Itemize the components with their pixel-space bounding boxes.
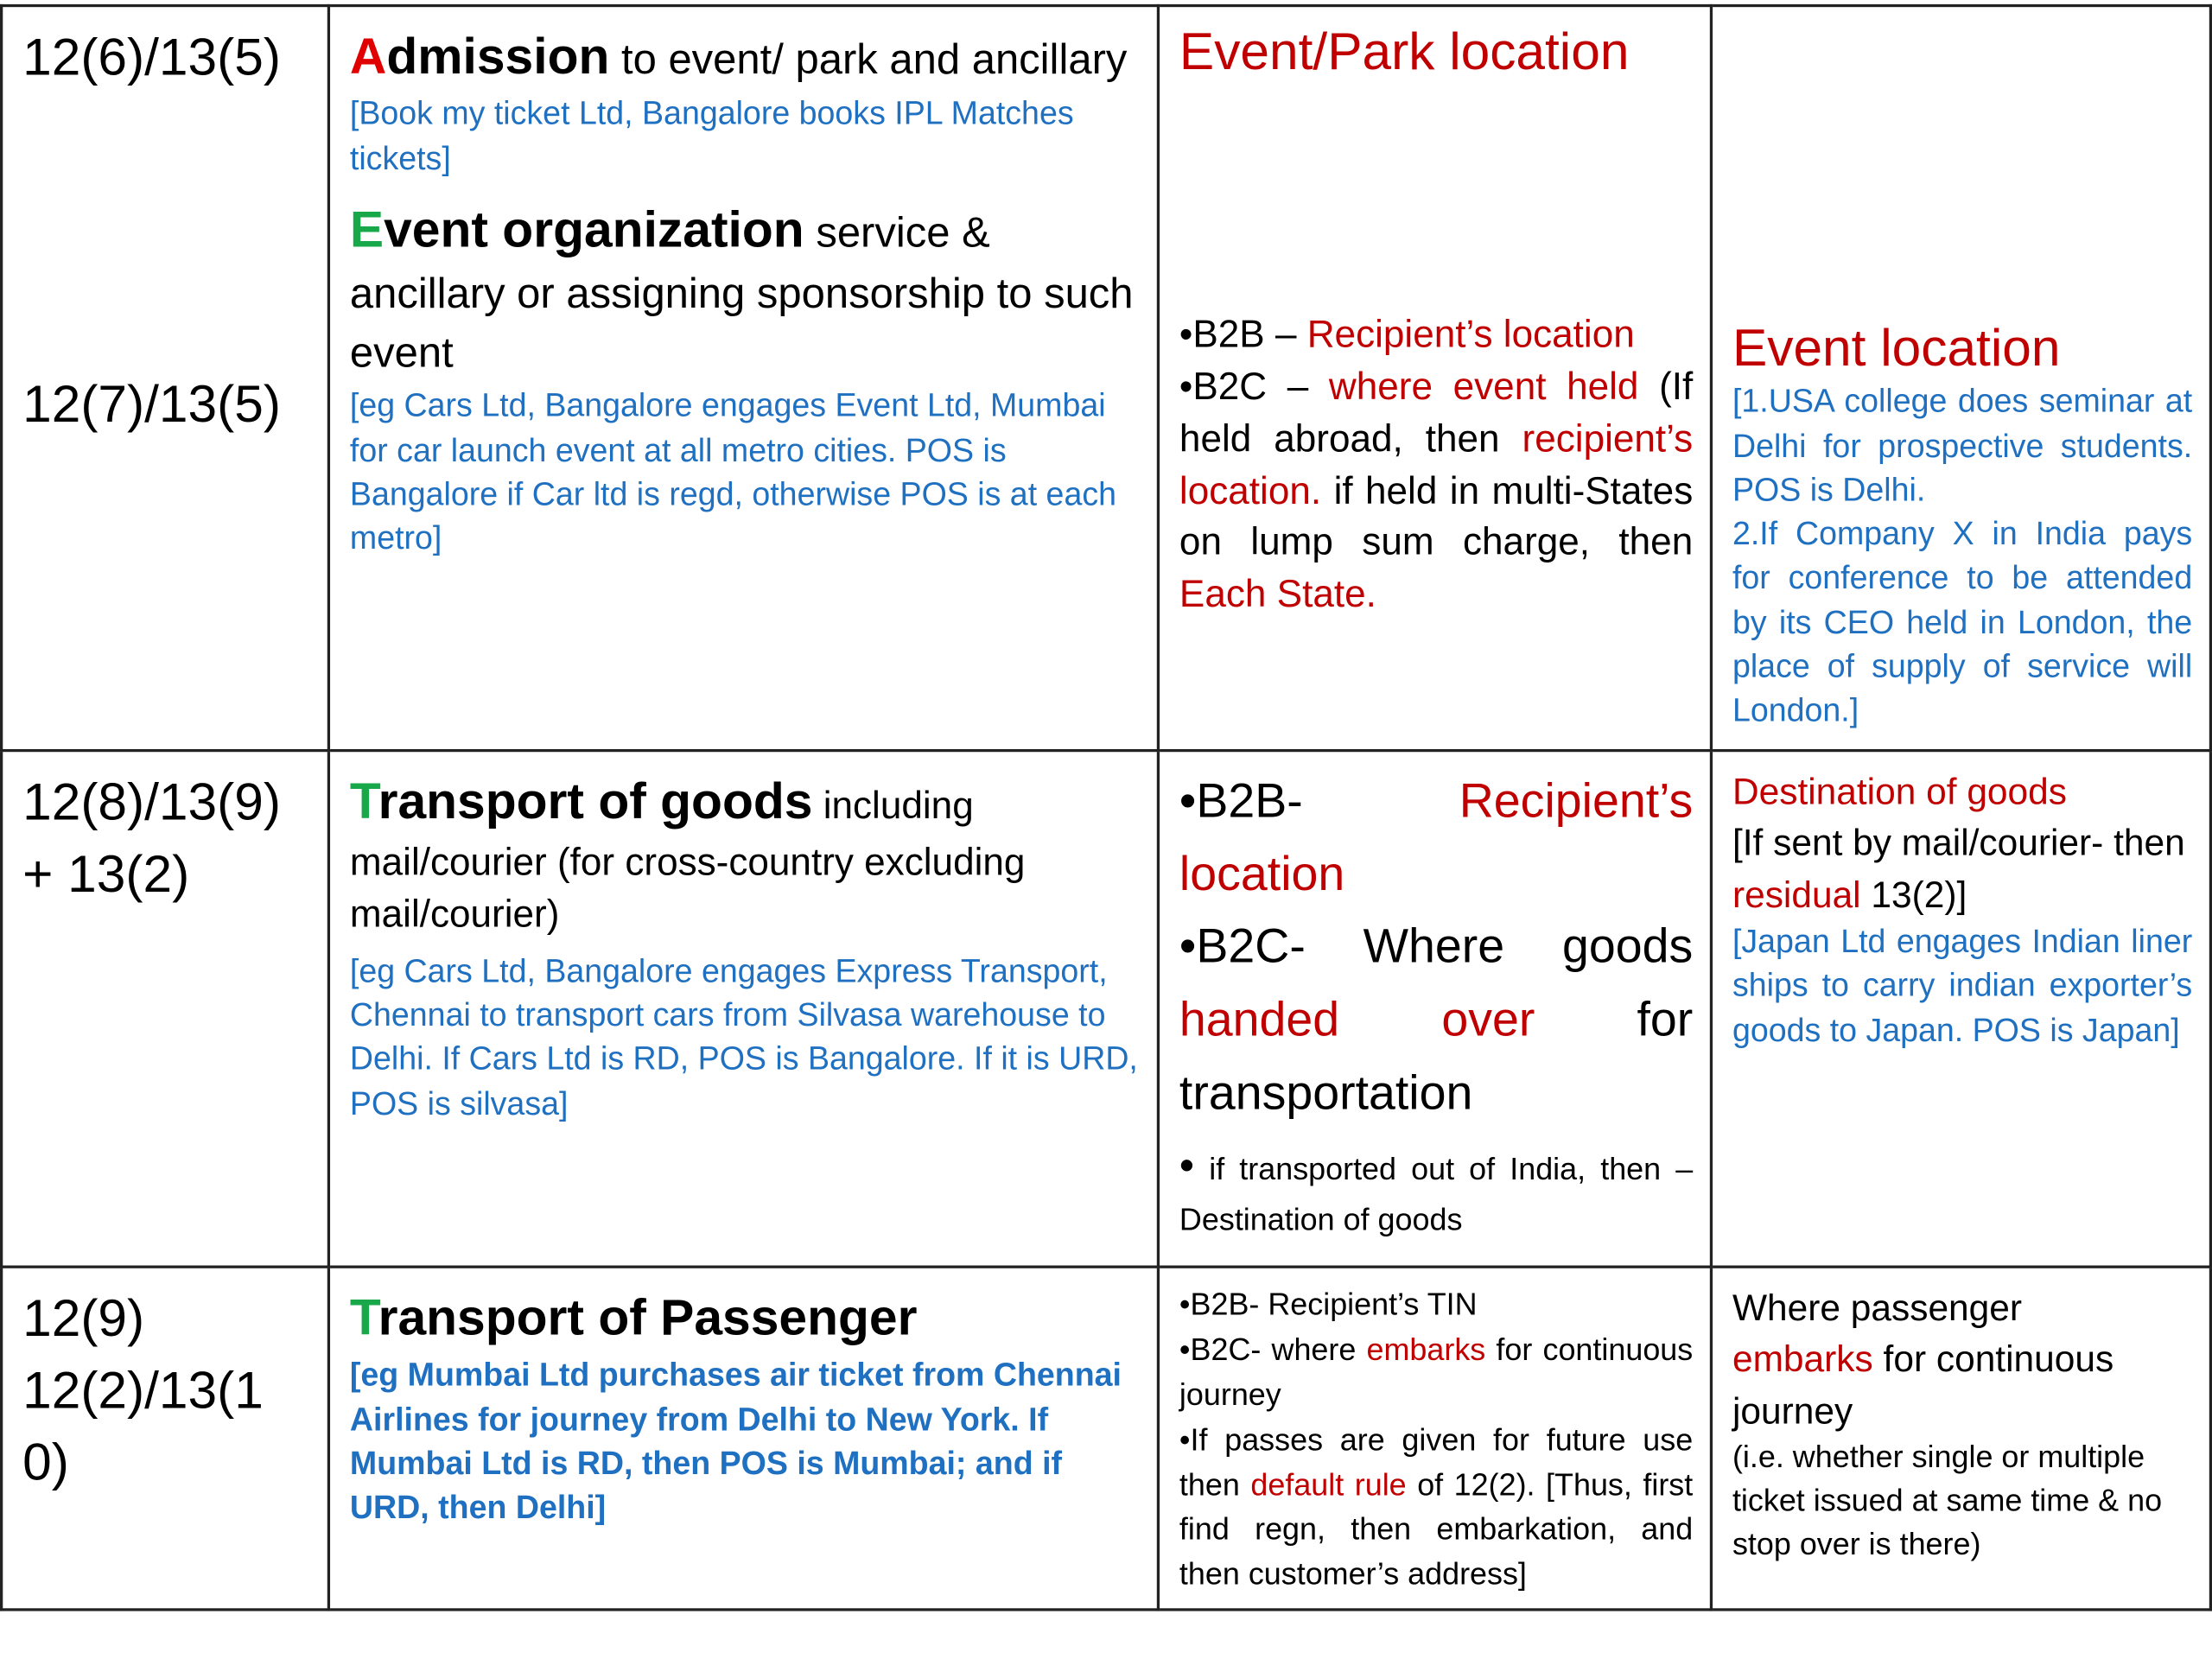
rule-text: embarks for continuous journey (1732, 1338, 2114, 1432)
example-text: [Book my ticket Ltd, Bangalore books IPL Matches tickets] (349, 95, 1074, 176)
section-number: 12(7)/13(5) (22, 375, 281, 434)
section-number: 12(6)/13(5) (22, 28, 281, 86)
example-text: [eg Cars Ltd, Bangalore engages Express Transport, Chennai to transport cars from Silvasa warehouse to Delhi. If Cars Ltd is RD, POS is Bangalore. If it is URD, POS is silvasa] (349, 951, 1138, 1122)
domestic-rule-cell (1158, 751, 1711, 1268)
service-cell (328, 6, 1158, 751)
section-cell (2, 1267, 329, 1610)
rule-text: •B2B- Recipient’s location •B2C- Where goods handed over for transportation (1179, 774, 1694, 1120)
section-number: 12(8)/13(9) (22, 772, 281, 831)
example-text: [Japan Ltd engages Indian liner ships to carry indian exporter’s goods to Japan. POS is Japan] (1732, 923, 2193, 1048)
rule-title: Destination of goods (1732, 770, 2067, 813)
section-cell (2, 6, 329, 751)
example-text: [eg Cars Ltd, Bangalore engages Event Ltd, Mumbai for car launch event at all metro cities. POS is Bangalore if Car ltd is regd, otherwise POS is at each metro] (349, 386, 1117, 556)
rule-note: • if transported out of India, then – Destination of goods (1179, 1143, 1694, 1237)
section-number: 12(9) (22, 1289, 145, 1348)
service-description: mail/courier (for cross-country excluding mail/courier) (349, 841, 1026, 936)
table-row (2, 751, 2211, 1268)
service-heading: Event organization service & ancillary or assigning sponsorship to such event (349, 200, 1134, 378)
rule-note: (i.e. whether single or multiple ticket issued at same time & no stop over is there) (1732, 1439, 2163, 1562)
rule-text: Where passenger (1732, 1287, 2023, 1330)
place-of-supply-table (0, 4, 2212, 1611)
international-rule-cell (1711, 6, 2210, 751)
service-heading: Transport of Passenger (349, 1287, 918, 1346)
section-number: 0) (22, 1433, 69, 1491)
international-rule-cell (1711, 1267, 2210, 1610)
domestic-rule-cell (1158, 6, 1711, 751)
service-heading: Transport of goods including (349, 772, 974, 830)
domestic-rule-cell (1158, 1267, 1711, 1610)
section-number: + 13(2) (22, 845, 190, 904)
section-number: 12(2)/13(1 (22, 1361, 264, 1420)
section-cell (2, 751, 329, 1268)
table-row (2, 1267, 2211, 1610)
example-text: 2.If Company X in India pays for conference to be attended by its CEO held in London, the place of supply of service will London.] (1732, 515, 2193, 728)
example-text: [1.USA college does seminar at Delhi for prospective students. POS is Delhi. (1732, 383, 2193, 508)
rule-text: •B2B- Recipient’s TIN •B2C- where embarks for continuous journey •If passes are given for future use then default rule of 12(2). [Thus, first find regn, then embarkation, and then customer’s address] (1179, 1287, 1694, 1592)
international-rule-cell (1711, 751, 2210, 1268)
rule-title: Event location (1732, 318, 2061, 377)
service-cell (328, 751, 1158, 1268)
rule-title: Event/Park location (1179, 22, 1630, 81)
rule-text: [If sent by mail/courier- then residual 13(2)] (1732, 821, 2185, 916)
example-text: [eg Mumbai Ltd purchases air ticket from Chennai Airlines for journey from Delhi to New York. If Mumbai Ltd is RD, then POS is Mumbai; and if URD, then Delhi] (349, 1356, 1122, 1526)
rule-text: •B2B – Recipient’s location •B2C – where event held (If held abroad, then recipient’s location. if held in multi-States on lump sum charge, then Each State. (1179, 314, 1694, 615)
service-cell (328, 1267, 1158, 1610)
table-row (2, 6, 2211, 751)
service-heading: Admission to event/ park and ancillary (349, 27, 1128, 85)
